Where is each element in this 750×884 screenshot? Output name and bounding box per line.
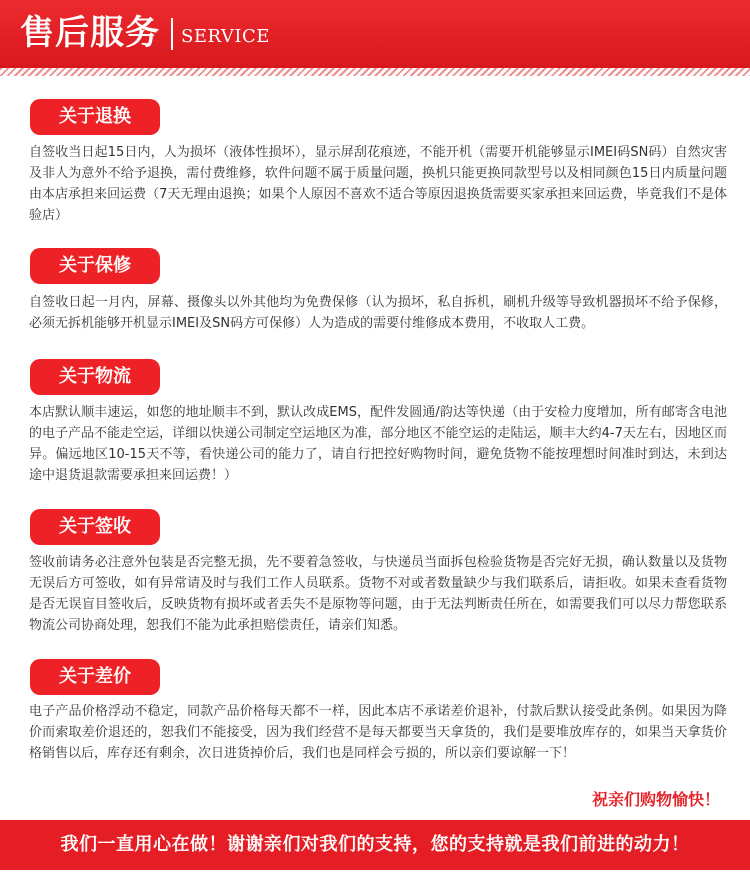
- hatch-stripe: [0, 68, 750, 76]
- section-badge-returns: 关于退换: [30, 99, 160, 135]
- section-text-warranty: 自签收日起一月内，屏幕、摄像头以外其他均为免费保修（认为损坏，私自拆机，刷机升级等导致机器损坏不给予保修，必须无拆机能够开机显示IMEI及SN码方可保修）人为造成的需要付维修成本费用，不收取人工费。: [29, 295, 727, 331]
- section-text-logistics: 本店默认顺丰速运，如您的地址顺丰不到，默认改成EMS，配件发圆通/韵达等快递（由于安检力度增加，所有邮寄含电池的电子产品不能走空运，详细以快递公司制定空运地区为准，部分地区不能空运的走陆运，顺丰大约4-7天左右，因地区而异。偏远地区10-15天不等，看快递公司的能力了，请自行把控好购物时间，避免货物不能按理想时间准时到达，未到达途中退货退款需要承担来回运费！）: [29, 405, 727, 483]
- section-badge-price-difference: 关于差价: [30, 659, 160, 695]
- section-text-price-difference: 电子产品价格浮动不稳定，同款产品价格每天都不一样，因此本店不承诺差价退补，付款后默认接受此条例。如果因为降价而索取差价退还的，恕我们不能接受，因为我们经营不是每天都要当天拿货的，我们是要堆放库存的，如果当天拿货价格销售以后，库存还有剩余，次日进货掉价后，我们也是同样会亏损的，所以亲们要谅解一下！: [29, 704, 727, 761]
- page-subtitle: SERVICE: [181, 26, 270, 47]
- section-text-signing: 签收前请务必注意外包装是否完整无损，先不要着急签收，与快递员当面拆包检验货物是否完好无损，确认数量以及货物无误后方可签收，如有异常请及时与我们工作人员联系。货物不对或者数量缺少与我们联系后，请拒收。如果未查看货物是否无误盲目签收后，反映货物有损坏或者丢失不是原物等问题，由于无法判断责任所在，如需要我们可以尽力帮您联系物流公司协商处理，恕我们不能为此承担赔偿责任，请亲们知悉。: [29, 555, 727, 633]
- header-banner: [0, 0, 750, 68]
- section-text-returns: 自签收当日起15日内，人为损坏（液体性损坏），显示屏刮花痕迹，不能开机（需要开机能够显示IMEI码SN码）自然灾害及非人为意外不给予退换，需付费维修，软件问题不属于质量问题，换机只能更换同款型号以及相同颜色15日内质量问题由本店承担来回运费（7天无理由退换；如果个人原因不喜欢不适合等原因退换货需要买家承担来回运费，毕竟我们不是体验店）: [29, 145, 727, 223]
- section-badge-logistics: 关于物流: [30, 359, 160, 395]
- closing-greeting: 祝亲们购物愉快！: [591, 790, 720, 809]
- footer-banner: 我们一直用心在做！谢谢亲们对我们的支持，您的支持就是我们前进的动力！: [0, 820, 750, 870]
- footer-spacer: [0, 870, 750, 884]
- section-badge-warranty: 关于保修: [30, 248, 160, 284]
- title-divider: [171, 18, 173, 50]
- page-title: 售后服务: [20, 13, 160, 53]
- section-badge-signing: 关于签收: [30, 509, 160, 545]
